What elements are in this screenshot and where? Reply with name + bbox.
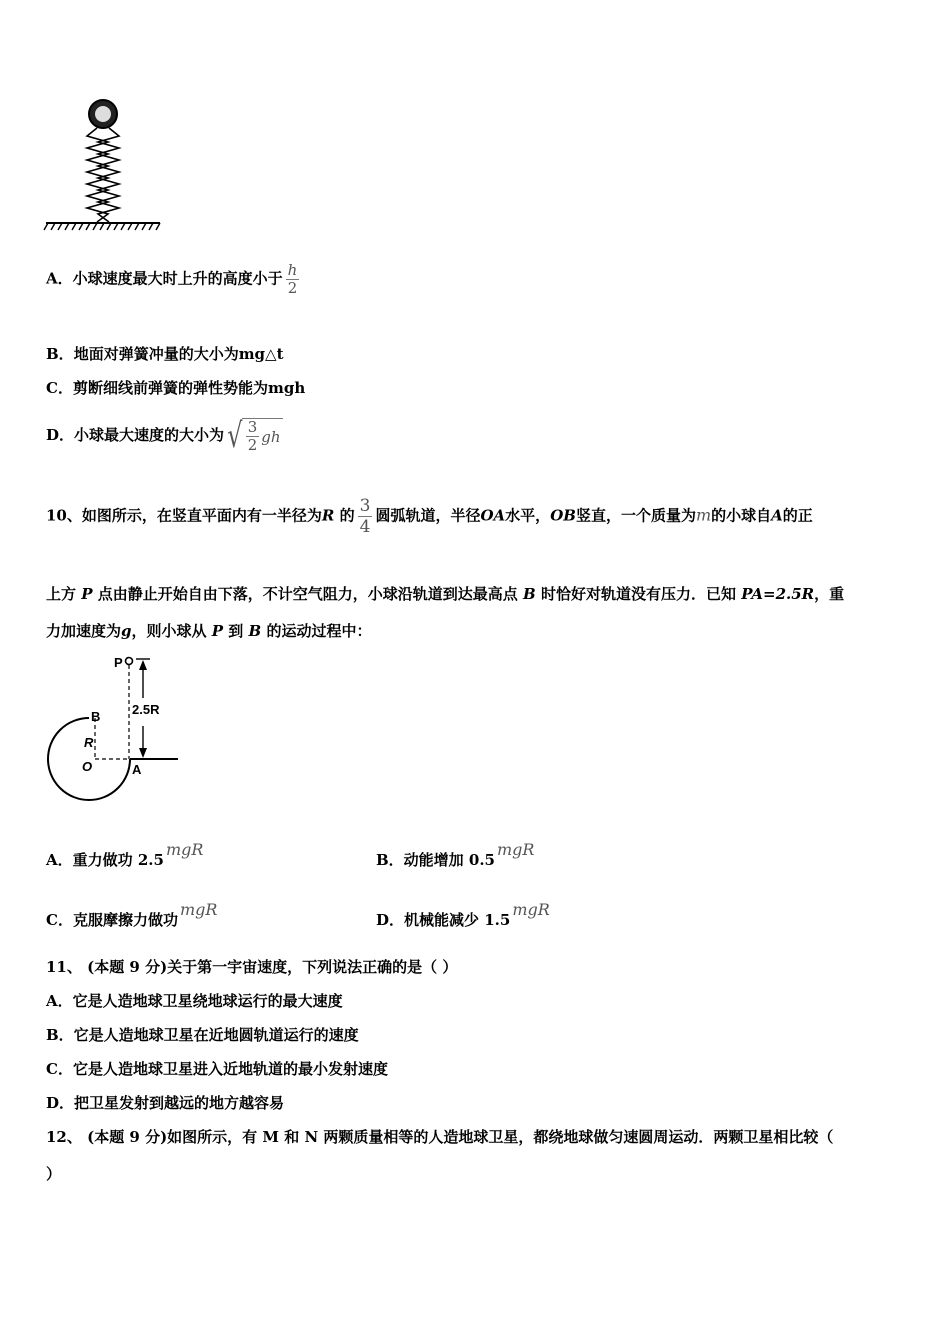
q11-option-b: B．它是人造地球卫星在近地圆轨道运行的速度 [46, 1026, 359, 1044]
q9-option-d: D．小球最大速度的大小为 √ $\frac{3}{2}$ gh [46, 416, 281, 456]
arc-track-figure [40, 650, 190, 810]
q11-option-c: C．它是人造地球卫星进入近地轨道的最小发射速度 [46, 1060, 388, 1078]
ground-hatch [44, 223, 160, 230]
label-o: O [82, 759, 93, 774]
q10-stem-line3: 力加速度为g，则小球从 P 到 B 的运动过程中： [46, 622, 372, 640]
q9-option-a: A．小球速度最大时上升的高度小于 $\frac{h}{2}$ [46, 261, 298, 297]
q9-option-b: B．地面对弹簧冲量的大小为mg△t [46, 345, 284, 363]
q10-stem-line2: 上方 P 点由静止开始自由下落，不计空气阻力，小球沿轨道到达最高点 B 时恰好对轨道没有压力．已知 PA=2.5R，重 [46, 585, 845, 603]
label-a: A [132, 762, 142, 777]
q12-stem: 12、 (本题 9 分)如图所示，有 M 和 N 两颗质量相等的人造地球卫星，都绕地球做匀速圆周运动．两颗卫星相比较（ [46, 1128, 834, 1146]
dim-down-arrowhead [139, 748, 147, 758]
q11-option-d: D．把卫星发射到越远的地方越容易 [46, 1094, 285, 1112]
q9-option-c: C．剪断细线前弹簧的弹性势能为mgh [46, 379, 306, 397]
label-2-5r: 2.5R [132, 702, 160, 717]
label-r: R [84, 735, 94, 750]
q11-option-a: A．它是人造地球卫星绕地球运行的最大速度 [46, 992, 343, 1010]
point-p-marker [126, 658, 133, 665]
q10-option-b: B．动能增加 0.5mgR [376, 840, 535, 869]
spring-figure [40, 92, 170, 237]
label-p: P [114, 655, 123, 670]
q10-option-a: A．重力做功 2.5mgR [46, 840, 204, 869]
q10-option-c: C．克服摩擦力做功mgR [46, 900, 218, 929]
dim-up-arrowhead [139, 660, 147, 670]
q12-stem-close: ） [46, 1165, 62, 1183]
q10-stem-line1: 10、如图所示，在竖直平面内有一半径为R 的 $\frac{3}{4}$ 圆弧轨道，半径OA水平，OB竖直，一个质量为m的小球自A的正 [46, 496, 813, 537]
label-b: B [91, 709, 101, 724]
q10-option-d: D．机械能减少 1.5mgR [376, 900, 550, 929]
ball-highlight [95, 106, 111, 122]
fraction-h-over-2: $\frac{h}{2}$ [287, 261, 298, 297]
q11-stem: 11、 (本题 9 分)关于第一宇宙速度，下列说法正确的是（ ） [46, 958, 458, 976]
sqrt-expression: √ $\frac{3}{2}$ gh [227, 416, 281, 456]
fraction-3-over-4: $\frac{3}{4}$ [359, 496, 371, 537]
